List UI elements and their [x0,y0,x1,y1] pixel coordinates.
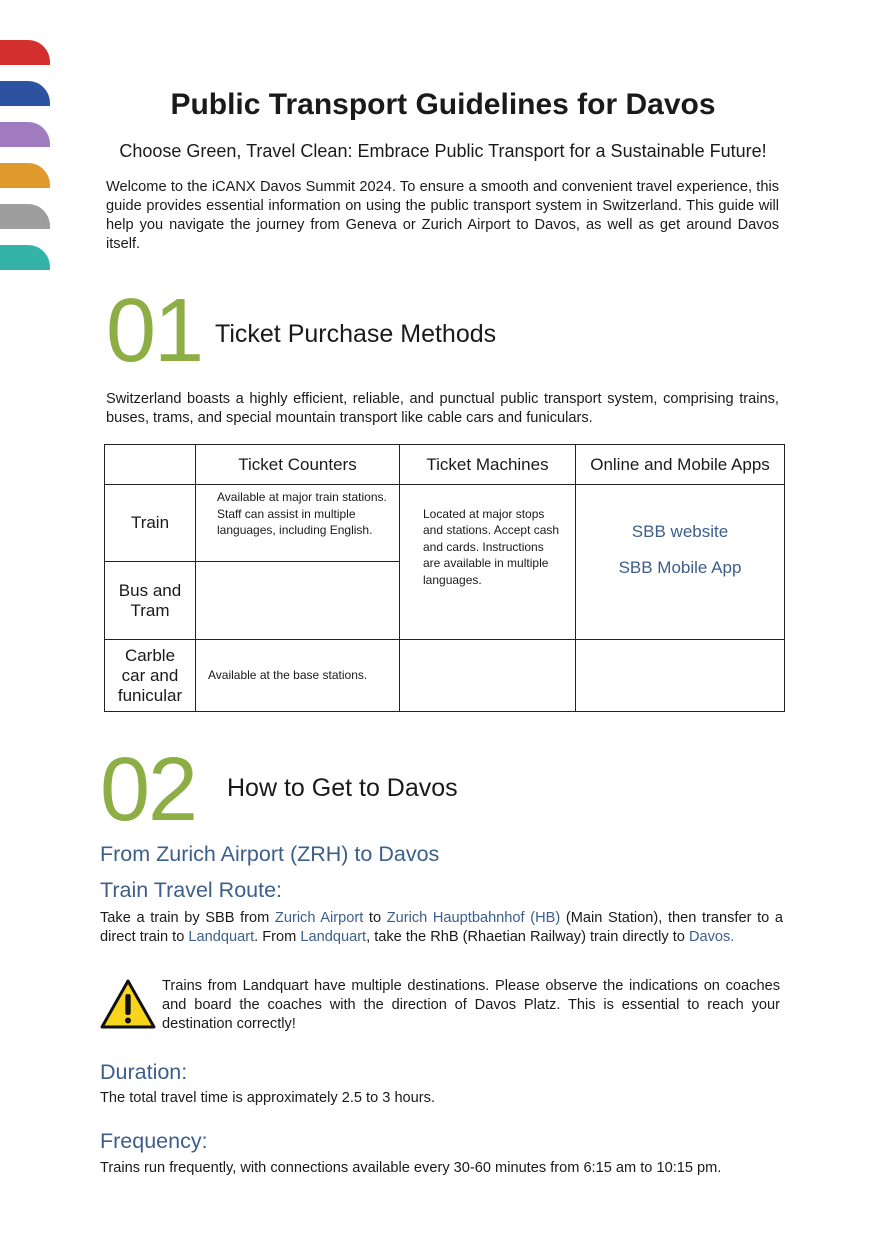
heading-train-route: Train Travel Route: [100,878,283,902]
table-row-train [105,485,785,562]
ticket-methods-table [104,444,785,712]
cell-counters-bus-tram [196,562,400,640]
route-text-2: to [363,910,387,926]
tab-orange [0,163,50,188]
link-landquart[interactable]: Landquart [188,929,255,945]
section-heading-ticket-purchase: Ticket Purchase Methods [215,320,497,348]
col-header-ticket-counters: Ticket Counters [196,445,400,485]
route-paragraph [100,909,783,947]
frequency-text: Trains run frequently, with connections available every 30-60 minutes from 6:15 am to 10:15 pm. [100,1160,722,1176]
section1-intro: Switzerland boasts a highly efficient, reliable, and punctual public transport system, comprising trains, buses, trams, and special mountain transport like cable cars and funiculars. [106,391,779,426]
table-header-row [105,445,785,485]
cell-counters-cable-car [196,640,400,712]
col-header-ticket-machines: Ticket Machines [400,445,576,485]
warning-icon [99,978,157,1031]
duration-text: The total travel time is approximately 2.5 to 3 hours. [100,1090,436,1106]
page-subtitle: Choose Green, Travel Clean: Embrace Public Transport for a Sustainable Future! [119,141,767,161]
cell-machines-cable-car [400,640,576,712]
section-number-02: 02 [100,740,197,840]
intro-paragraph: Welcome to the iCANX Davos Summit 2024. To ensure a smooth and convenient travel experience, this guide provides essential information on using the public transport system in Switzerland. This guide will help you navigate the journey from Geneva or Zurich Airport to Davos, as well as get around Davos itself. [106,179,779,252]
link-davos[interactable]: Davos. [688,929,735,945]
tab-red [0,40,50,65]
heading-duration: Duration: [100,1060,188,1084]
tab-gray [0,204,50,229]
warning-text: Trains from Landquart have multiple destinations. Please observe the indications on coaches and board the coaches with the direction of Davos Platz. This is essential to reach your destination correctly! [162,978,780,1032]
cell-online-cable-car [576,640,785,712]
row-header-train: Train [105,485,196,562]
link-landquart-2[interactable]: Landquart [300,929,367,945]
col-header-online-apps: Online and Mobile Apps [576,445,785,485]
table-row-cable-car [105,640,785,712]
sbb-website-link[interactable]: SBB website [631,522,729,541]
link-zurich-hb[interactable]: Zurich Hauptbahnhof (HB) [386,910,561,926]
counters-train-text: Available at major train stations. Staff can assist in multiple languages, including English. [217,490,387,537]
route-text-5: , take the RhB (Rhaetian Railway) train directly to [366,929,689,945]
sbb-mobile-app-link[interactable]: SBB Mobile App [618,558,742,577]
route-text-1: Take a train by SBB from [100,910,275,926]
machines-text: Located at major stops and stations. Accept cash and cards. Instructions are available in multiple languages. [423,506,560,587]
link-zurich-airport[interactable]: Zurich Airport [274,910,364,926]
route-text-3: (Main Station), then transfer to a direct train to [100,910,784,945]
page-title: Public Transport Guidelines for Davos [170,88,716,121]
subheading-zurich-route: From Zurich Airport (ZRH) to Davos [100,842,440,866]
route-text-4: . From [254,929,301,945]
cell-online-apps [576,485,785,640]
table-corner-cell [105,445,196,485]
heading-frequency: Frequency: [100,1129,208,1153]
section-heading-get-to-davos: How to Get to Davos [227,774,458,802]
cell-machines [400,485,576,640]
tab-teal [0,245,50,270]
row-header-cable-car: Carble car and funicular [105,640,196,712]
counters-cable-text: Available at the base stations. [208,668,368,683]
row-header-bus-tram: Bus and Tram [105,562,196,640]
cell-counters-train [196,485,400,562]
section-number-01: 01 [106,281,203,381]
